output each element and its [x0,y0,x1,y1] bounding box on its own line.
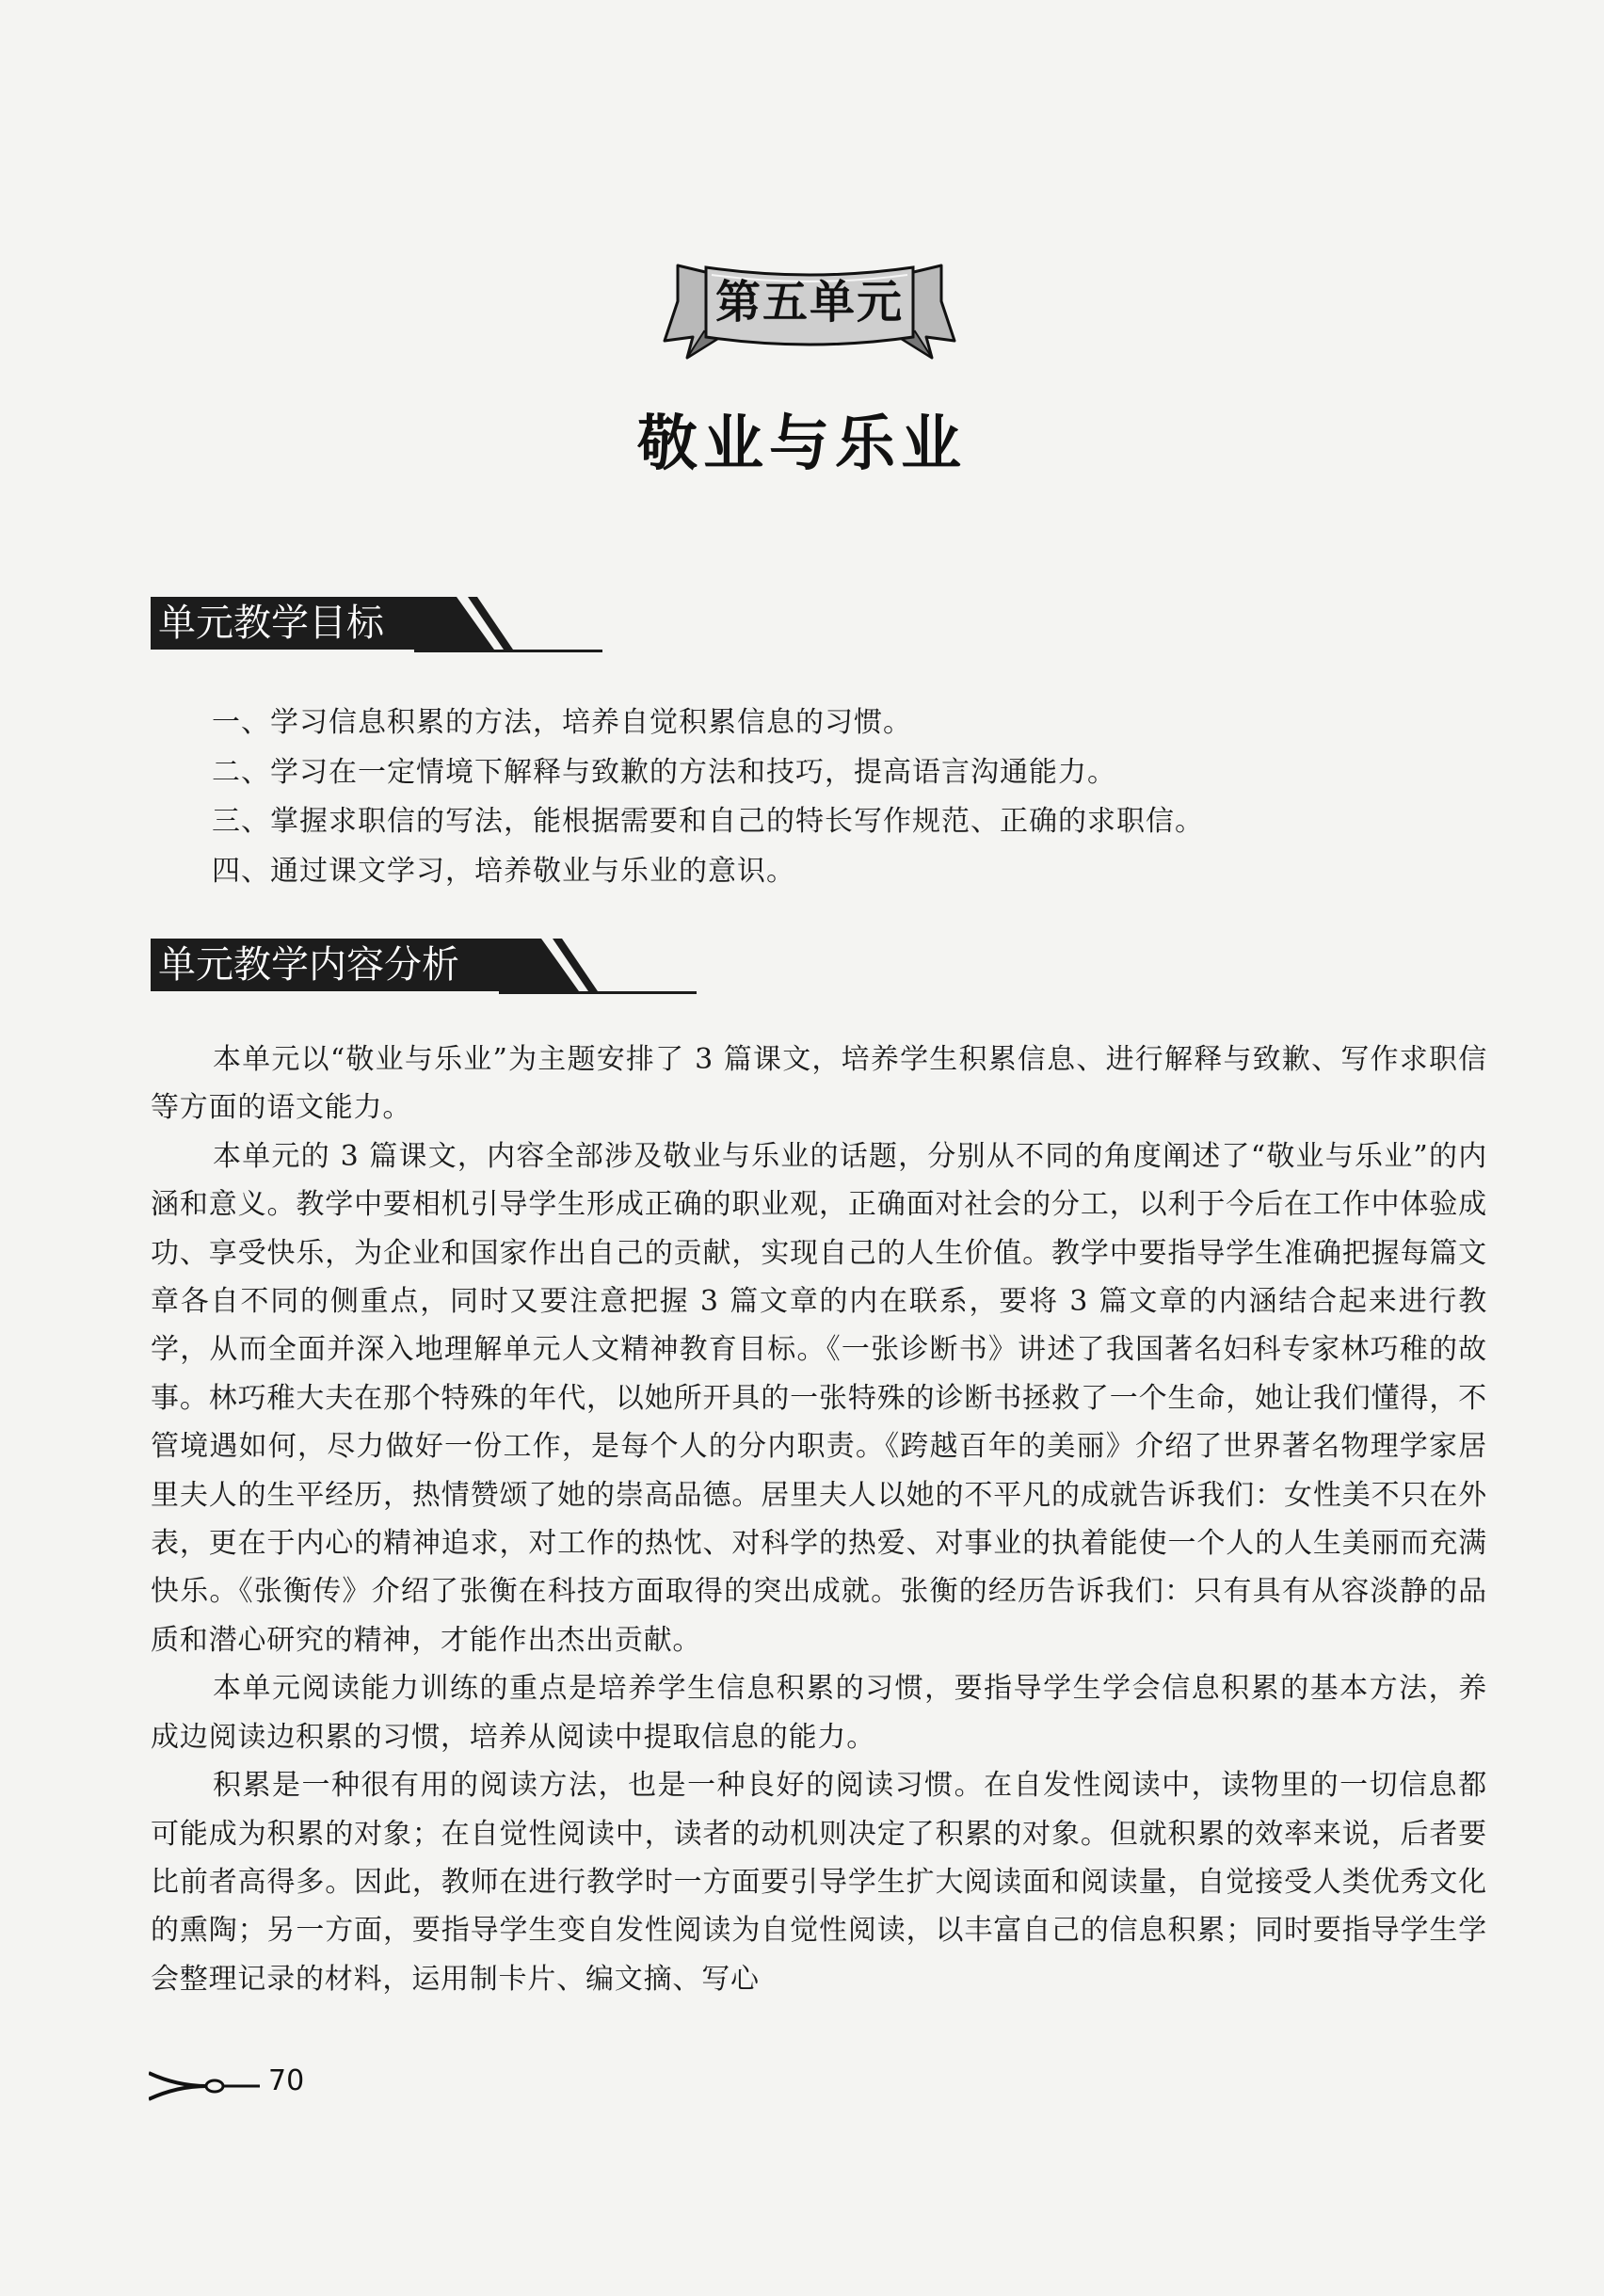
paragraph: 本单元阅读能力训练的重点是培养学生信息积累的习惯，要指导学生学会信息积累的基本方法，养成边阅读边积累的习惯，培养从阅读中提取信息的能力。 [151,1672,1487,1754]
goal-item: 四、通过课文学习，培养敬业与乐业的意识。 [212,854,795,888]
section-header-analysis [151,939,697,995]
unit-banner [650,247,970,369]
section-header-goals [151,597,602,653]
unit-title: 敬业与乐业 [637,409,967,479]
section-header-arrow-icon [419,597,532,653]
unit-banner-label: 第五单元 [714,276,904,329]
scissors-icon [149,2065,271,2109]
section-header-rule [414,650,602,652]
goals-list [212,698,1436,896]
section-header-rule [499,991,697,994]
goal-item: 二、学习在一定情境下解释与致歉的方法和技巧，提高语言沟通能力。 [212,755,1116,789]
paragraph: 本单元的 3 篇课文，内容全部涉及敬业与乐业的话题，分别从不同的角度阐述了“敬业与乐业”的内涵和意义。教学中要相机引导学生形成正确的职业观，正确面对社会的分工，以利于今后在工作中体验成功、享受快乐，为企业和国家作出自己的贡献，实现自己的人生价值。教学中要指导学生准确把握每篇文章各自不同的侧重点，同时又要注意把握 3 篇文章的内在联系，要将 3 篇文章的内涵结合起来进行教学，从而全面并深入地理解单元人文精神教育目标。《一张诊断书》讲述了我国著名妇科专家林巧稚的故事。林巧稚大夫在那个特殊的年代，以她所开具的一张特殊的诊断书拯救了一个生命，她让我们懂得，不管境遇如何，尽力做好一份工作，是每个人的分内职责。《跨越百年的美丽》介绍了世界著名物理学家居里夫人的生平经历，热情赞颂了她的崇高品德。居里夫人以她的不平凡的成就告诉我们：女性美不只在外表，更在于内心的精神追求，对工作的热忱、对科学的热爱、对事业的执着能使一个人的人生美丽而充满快乐。《张衡传》介绍了张衡在科技方面取得的突出成就。张衡的经历告诉我们：只有具有从容淡静的品质和潜心研究的精神，才能作出杰出贡献。 [151,1139,1487,1657]
page-number: 70 [268,2064,305,2097]
goal-item: 三、掌握求职信的写法，能根据需要和自己的特长写作规范、正确的求职信。 [212,805,1204,838]
paragraph: 本单元以“敬业与乐业”为主题安排了 3 篇课文，培养学生积累信息、进行解释与致歉、写作求职信等方面的语文能力。 [151,1043,1487,1125]
section-heading-analysis: 单元教学内容分析 [158,943,459,987]
section-heading-goals: 单元教学目标 [158,602,384,645]
section-header-arrow-icon [504,939,617,995]
paragraph: 积累是一种很有用的阅读方法，也是一种良好的阅读习惯。在自发性阅读中，读物里的一切信息都可能成为积累的对象；在自觉性阅读中，读者的动机则决定了积累的对象。但就积累的效率来说，后者要比前者高得多。因此，教师在进行教学时一方面要引导学生扩大阅读面和阅读量，自觉接受人类优秀文化的熏陶；另一方面，要指导学生变自发性阅读为自觉性阅读，以丰富自己的信息积累；同时要指导学生学会整理记录的材料，运用制卡片、编文摘、写心 [151,1769,1487,1996]
footer-ornament [149,2065,337,2109]
goal-item: 一、学习信息积累的方法，培养自觉积累信息的习惯。 [212,706,912,739]
analysis-body [151,1036,1487,2003]
